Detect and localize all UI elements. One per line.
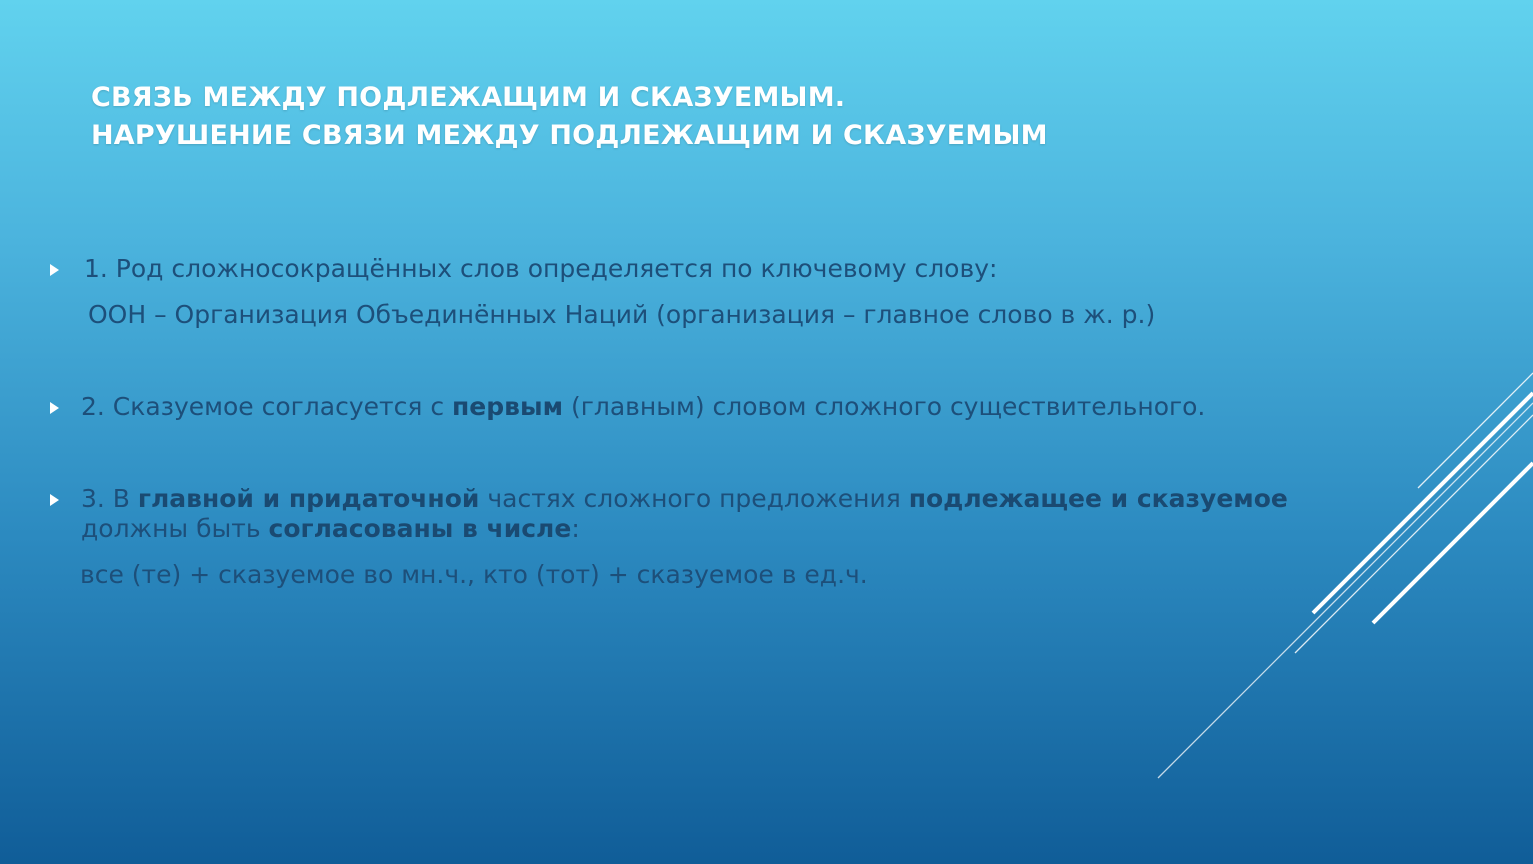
decor-line-thick-2	[1373, 463, 1533, 623]
decor-line-thick-1	[1313, 393, 1533, 613]
item-3-text-cont	[81, 512, 580, 546]
item-3-part1: 3. В	[81, 484, 138, 513]
item-1-example: ООН – Организация Объединённых Наций (организация – главное слово в ж. р.)	[88, 300, 1156, 329]
item-3-example: все (те) + сказуемое во мн.ч., кто (тот) + сказуемое в ед.ч.	[80, 560, 868, 589]
slide-title	[91, 79, 1191, 155]
item-1-text: 1. Род сложносокращённых слов определяется по ключевому слову:	[84, 254, 998, 283]
bullet-arrow-icon	[50, 264, 59, 276]
title-line-1: СВЯЗЬ МЕЖДУ ПОДЛЕЖАЩИМ И СКАЗУЕМЫМ.	[91, 82, 846, 113]
bullet-arrow-icon	[50, 494, 59, 506]
item-2-bold: первым	[452, 392, 564, 421]
item-2-part2: (главным) словом сложного существительного.	[563, 392, 1206, 421]
item-3-part2: частях сложного предложения	[479, 484, 909, 513]
item-3-part4: :	[571, 514, 580, 543]
item-3-bold2: подлежащее и сказуемое	[908, 484, 1288, 513]
item-2-text	[81, 390, 1205, 424]
item-3-bold1: главной и придаточной	[137, 484, 480, 513]
item-3-text	[81, 482, 1288, 516]
item-2-part1: 2. Сказуемое согласуется с	[81, 392, 453, 421]
decor-line-thin-1	[1295, 415, 1533, 653]
item-3-part3: должны быть	[81, 514, 269, 543]
decor-line-thin-2	[1418, 373, 1533, 488]
bullet-arrow-icon	[50, 402, 59, 414]
title-line-2: НАРУШЕНИЕ СВЯЗИ МЕЖДУ ПОДЛЕЖАЩИМ И СКАЗУЕМЫМ	[91, 120, 1048, 151]
decor-line-thin-3	[1158, 403, 1533, 778]
item-3-bold3: согласованы в числе	[268, 514, 572, 543]
